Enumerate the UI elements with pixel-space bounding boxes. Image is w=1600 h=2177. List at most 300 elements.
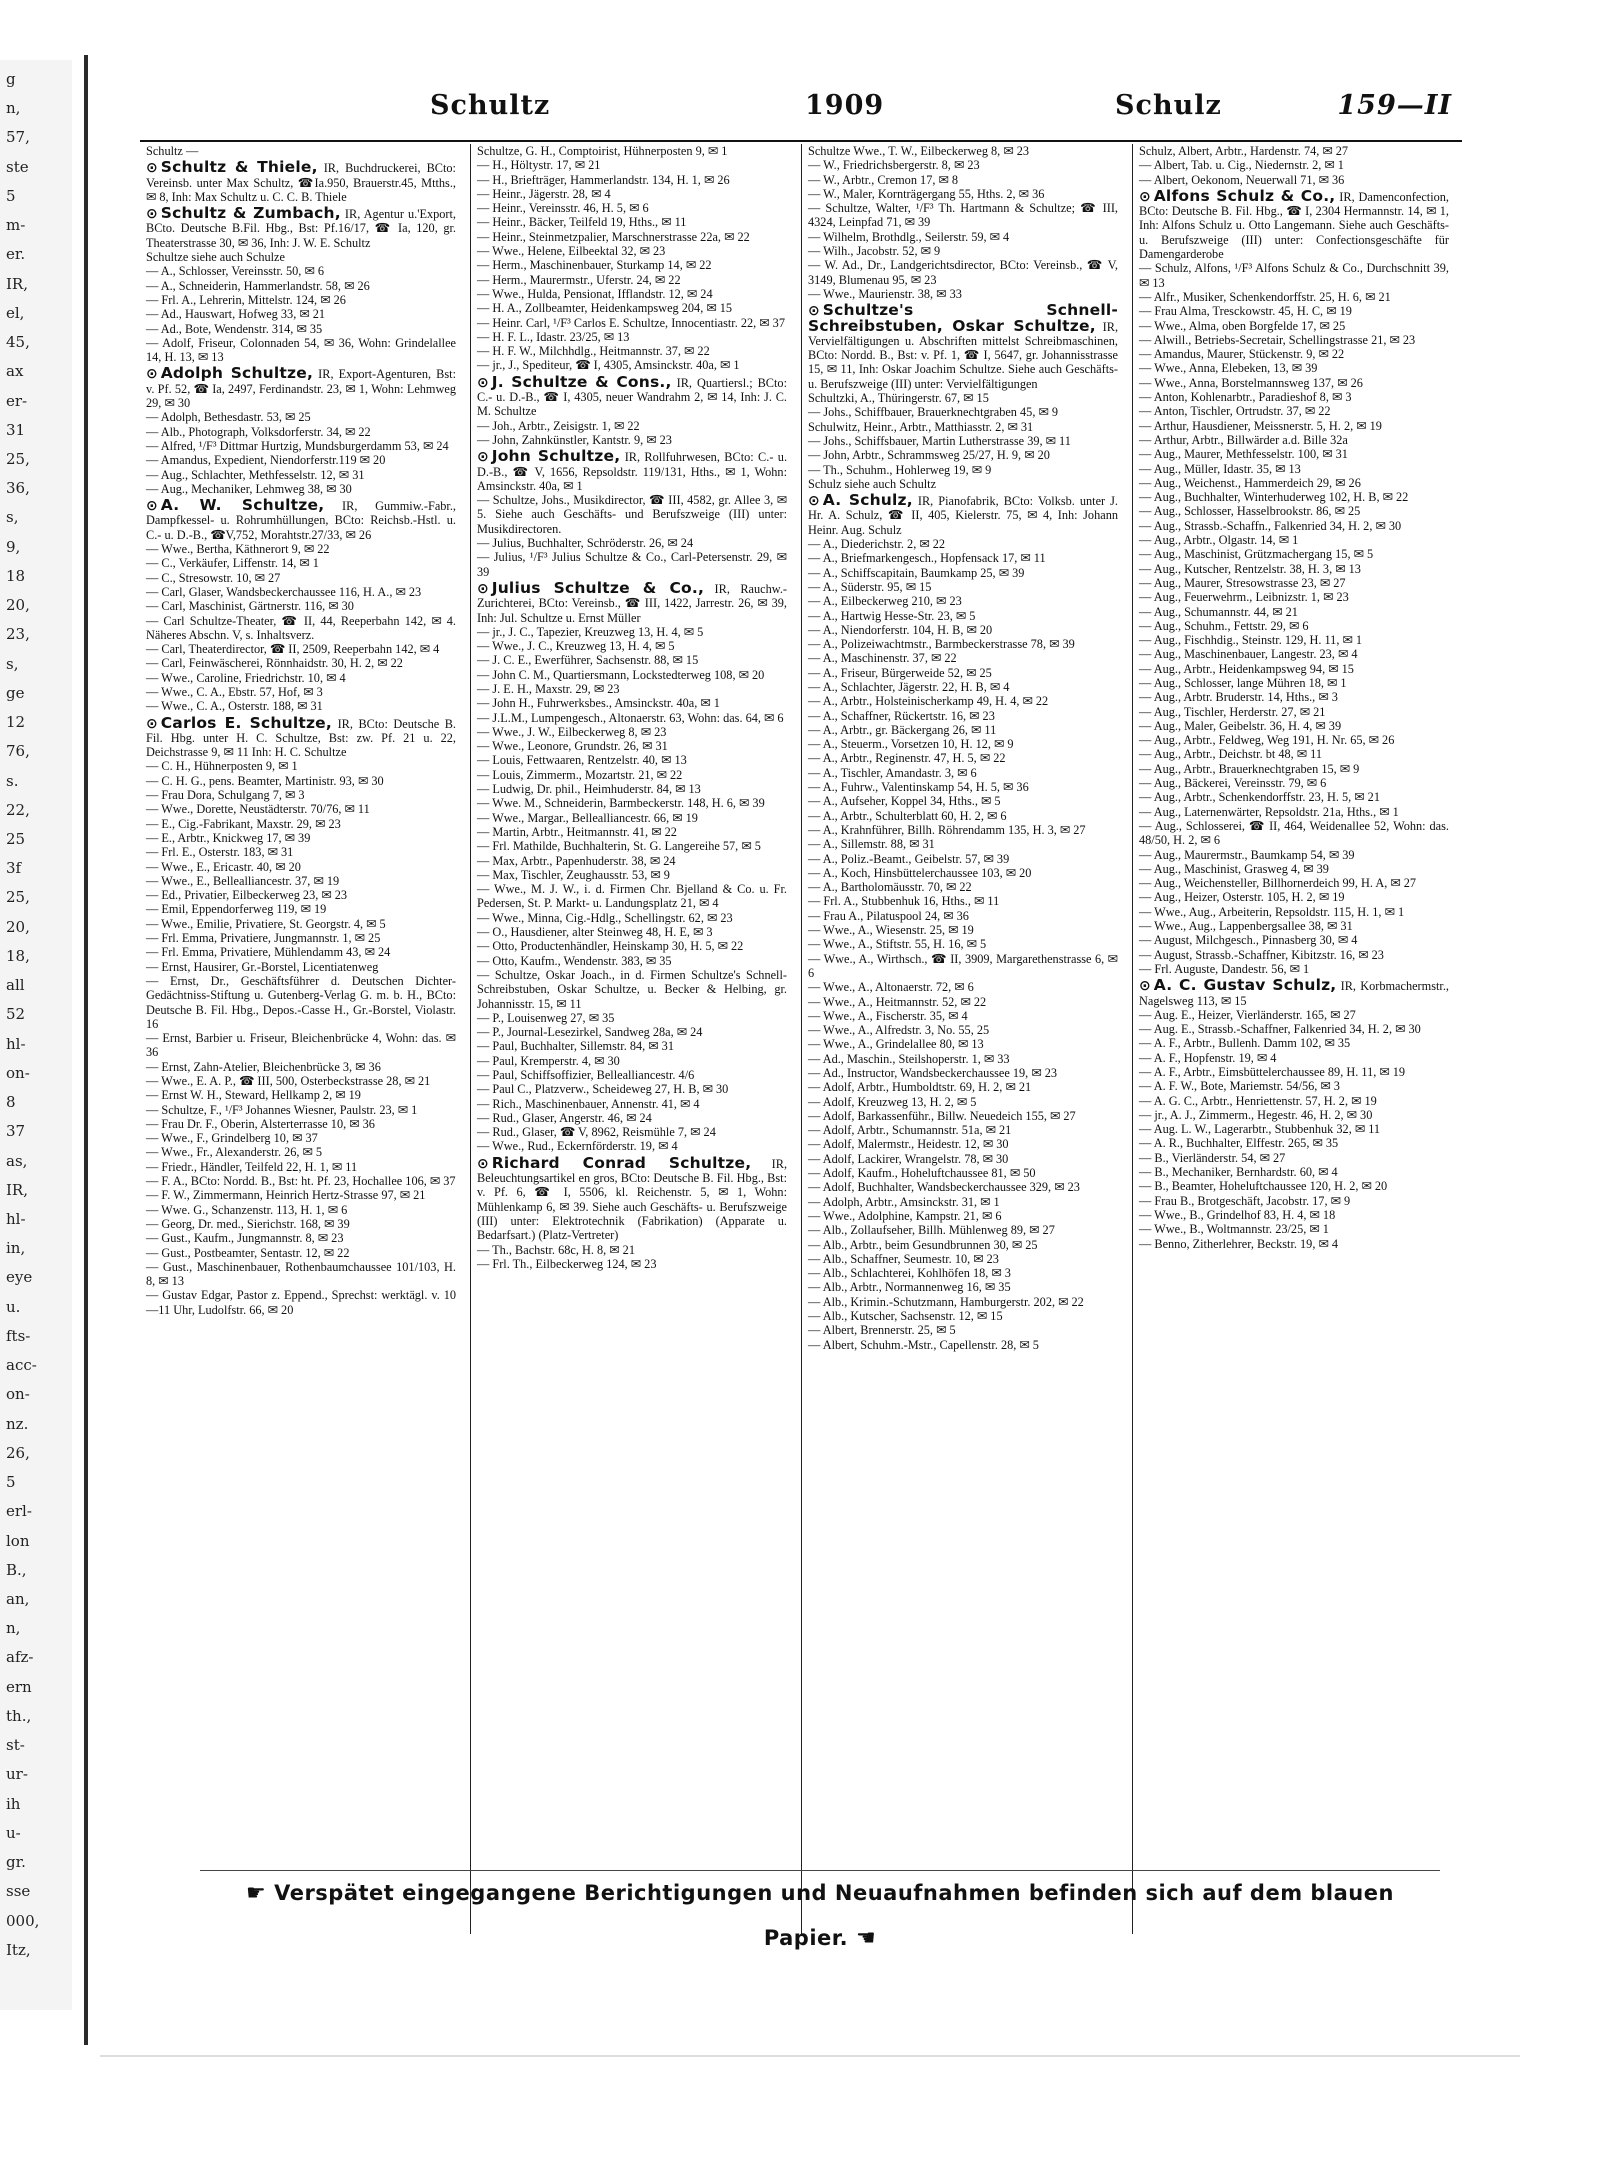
directory-entry — [808, 1195, 1118, 1209]
column-1 — [140, 144, 460, 1934]
directory-columns — [140, 144, 1462, 1944]
entry-text: — F. W., Zimmermann, Heinrich Hertz-Strasse 97, ✉ 21 — [146, 1188, 426, 1203]
directory-entry — [1139, 590, 1449, 604]
directory-entry — [808, 1095, 1118, 1109]
directory-entry — [146, 802, 456, 816]
entry-text: — Aug., Weichenst., Hammerdeich 29, ✉ 26 — [1139, 475, 1361, 490]
entry-text: Schulwitz, Heinr., Arbtr., Matthiasstr. 2, ✉ 31 — [808, 419, 1034, 434]
directory-entry — [808, 709, 1118, 723]
directory-entry — [808, 1252, 1118, 1266]
entry-text: IR, Buchdruckerei, BCto: Vereinsb. unter Max Schultz, ☎Ia.950, Brauerstr.45, Mtths., ✉ 8, Inh: Max Schultz u. C. C. B. Thiele — [146, 161, 456, 204]
entry-text: — H. A., Zollbeamter, Heidenkampsweg 204, ✉ 15 — [477, 301, 733, 316]
entry-text: — A., Schneiderin, Hammerlandstr. 58, ✉ 26 — [146, 278, 370, 293]
entry-text: — Wwe., A., Wirthsch., ☎ II, 3909, Margarethenstrasse 6, ✉ 6 — [808, 951, 1118, 980]
entry-text: — P., Louisenweg 27, ✉ 35 — [477, 1010, 615, 1025]
directory-entry — [1139, 376, 1449, 390]
page-header — [140, 80, 1462, 142]
entry-text: — H., Höltystr. 17, ✉ 21 — [477, 158, 601, 173]
registered-firm-icon: ⊙ — [477, 374, 489, 391]
entry-text: — Gust., Postbeamter, Sentastr. 12, ✉ 22 — [146, 1245, 350, 1260]
directory-entry — [1139, 290, 1449, 304]
directory-entry — [1139, 319, 1449, 333]
entry-text: — C., Stresowstr. 10, ✉ 27 — [146, 570, 281, 585]
directory-entry — [146, 468, 456, 482]
entry-text: — Aug., Schlosser, Hasselbrookstr. 86, ✉ 25 — [1139, 504, 1361, 519]
entry-text: IR, Agentur u.'Export, BCto. Deutsche B.Fil. Hbg., Bst: Pf.16/17, ☎ Ia, 120, gr. Theaterstrasse 30, ✉ 36, Inh: J. W. E. Schultz — [146, 207, 456, 250]
entry-text: — Aug., Arbtr. Bruderstr. 14, Hths., ✉ 3 — [1139, 690, 1338, 705]
directory-entry — [808, 594, 1118, 608]
entry-text: — Wilhelm, Brothdlg., Seilerstr. 59, ✉ 4 — [808, 229, 1010, 244]
directory-entry — [1139, 333, 1449, 347]
directory-entry — [808, 894, 1118, 908]
fragment-word: Itz, — [6, 1940, 31, 1959]
directory-entry — [808, 144, 1118, 158]
directory-entry — [808, 680, 1118, 694]
entry-text: — A. F., Hopfenstr. 19, ✉ 4 — [1139, 1050, 1277, 1065]
directory-entry — [477, 1068, 787, 1082]
directory-entry — [477, 854, 787, 868]
directory-entry — [808, 566, 1118, 580]
directory-entry — [808, 230, 1118, 244]
entry-text: — Carl, Glaser, Wandsbeckerchaussee 116, H. A., ✉ 23 — [146, 584, 422, 599]
directory-entry — [808, 391, 1118, 405]
directory-entry — [808, 980, 1118, 994]
entry-text: Schultz — — [146, 144, 199, 158]
directory-entry — [477, 330, 787, 344]
fragment-word: 23, — [6, 625, 30, 644]
firm-entry — [477, 1153, 788, 1243]
entry-text: — Aug., Strassb.-Schaffn., Falkenried 34, H. 2, ✉ 30 — [1139, 518, 1402, 533]
fragment-word: 26, — [6, 1443, 30, 1462]
entry-text: — A., Eilbeckerweg 210, ✉ 23 — [808, 594, 962, 609]
entry-text: — Albert, Brennerstr. 25, ✉ 5 — [808, 1323, 956, 1338]
directory-entry — [1139, 1222, 1449, 1236]
entry-text: — Wwe., E., Ericastr. 40, ✉ 20 — [146, 859, 301, 874]
entry-text: — A., Poliz.-Beamt., Geibelstr. 57, ✉ 39 — [808, 851, 1010, 866]
entry-text: — A., Süderstr. 95, ✉ 15 — [808, 579, 932, 594]
registered-firm-icon: ⊙ — [1139, 978, 1151, 995]
entry-text: — Wwe., E. A. P., ☎ III, 500, Osterbeckstrasse 28, ✉ 21 — [146, 1074, 431, 1088]
directory-entry — [146, 425, 456, 439]
directory-entry — [146, 1260, 456, 1289]
directory-entry — [808, 244, 1118, 258]
entry-text: IR, Korbmachermstr., Nagelsweg 113, ✉ 15 — [1139, 979, 1449, 1008]
entry-text: — Adolf, Buchhalter, Wandsbeckerchaussee 329, ✉ 23 — [808, 1180, 1080, 1195]
entry-text: — Emil, Eppendorferweg 119, ✉ 19 — [146, 902, 327, 917]
entry-text: — Wwe., A., Altonaerstr. 72, ✉ 6 — [808, 980, 974, 995]
header-right-keyword: Schulz — [1115, 90, 1222, 121]
directory-entry — [146, 1217, 456, 1231]
entry-text: IR, Beleuchtungsartikel en gros, BCto: Deutsche B. Fil. Hbg., Bst: v. Pf. 6, ☎ I, 5506, kl. Reichenstr. 5, ✉ 1, Wohn: Mühlenkamp 6, ✉ 39. Siehe auch Geschäfts- u. Berufszweige (III) unter: Elektrotechnik (Fabrikation) (Apparate u. Bedarfsart.) (Platz-Vertreter) — [477, 1156, 788, 1243]
entry-text: — A., Schlosser, Vereinsstr. 50, ✉ 6 — [146, 264, 324, 279]
directory-entry — [146, 874, 456, 888]
fragment-word: on- — [6, 1063, 30, 1082]
directory-entry — [146, 931, 456, 945]
entry-text: — Aug., Maurer, Methfesselstr. 100, ✉ 31 — [1139, 447, 1348, 462]
fragment-word: hl- — [6, 1034, 26, 1053]
entry-text: — Wwe., Rud., Eckernförderstr. 19, ✉ 4 — [477, 1139, 678, 1154]
directory-entry — [1139, 1136, 1449, 1150]
firm-name: A. C. Gustav Schulz, — [1153, 976, 1337, 995]
directory-entry — [808, 737, 1118, 751]
directory-entry — [1139, 848, 1449, 862]
header-year: 1909 — [805, 90, 885, 121]
directory-entry — [146, 759, 456, 773]
fragment-word: ste — [6, 157, 29, 176]
fragment-word: 12 — [6, 713, 26, 732]
directory-entry — [1139, 1208, 1449, 1222]
entry-text: — Schultze, F., ¹/F³ Johannes Wiesner, Paulstr. 23, ✉ 1 — [146, 1102, 418, 1117]
entry-text: — Aug., Maschinenbauer, Langestr. 23, ✉ 4 — [1139, 647, 1358, 662]
directory-entry — [1139, 347, 1449, 361]
entry-text: — Wwe., A., Wiesenstr. 25, ✉ 19 — [808, 923, 974, 938]
entry-text: — Aug., Weichensteller, Billhornerdeich 99, H. A, ✉ 27 — [1139, 876, 1417, 891]
directory-entry — [808, 1123, 1118, 1137]
registered-firm-icon: ⊙ — [146, 160, 158, 177]
fragment-word: 57, — [6, 128, 30, 147]
directory-entry — [808, 1280, 1118, 1294]
directory-entry — [1139, 805, 1449, 819]
entry-text: — Georg, Dr. med., Sierichstr. 168, ✉ 39 — [146, 1216, 350, 1231]
entry-text: — Wwe., Minna, Cig.-Hdlg., Schellingstr. 62, ✉ 23 — [477, 910, 733, 925]
directory-entry — [477, 1139, 787, 1153]
directory-entry — [146, 585, 456, 599]
entry-text: — Carl Schultze-Theater, ☎ II, 44, Reeperbahn 142, ✉ 4. Näheres Abschn. V, s. Inhaltsverz. — [146, 613, 456, 642]
fragment-word: nz. — [6, 1414, 29, 1433]
directory-entry — [146, 307, 456, 321]
entry-text: — J.L.M., Lumpengesch., Altonaerstr. 63, Wohn: das. 64, ✉ 6 — [477, 710, 784, 725]
directory-entry — [477, 639, 787, 653]
directory-entry — [1139, 1008, 1449, 1022]
directory-entry — [1139, 662, 1449, 676]
entry-text: — Aug., Arbtr., Deichstr. bt 48, ✉ 11 — [1139, 747, 1323, 762]
entry-text: — Wwe., Hulda, Pensionat, Ifflandstr. 12, ✉ 24 — [477, 286, 713, 301]
fragment-word: 3f — [6, 859, 22, 878]
fragment-word: sse — [6, 1882, 31, 1901]
fragment-word: th., — [6, 1706, 32, 1725]
entry-text: — Aug., Schlosser, lange Mühren 18, ✉ 1 — [1139, 675, 1347, 690]
fragment-word: 5 — [6, 186, 16, 205]
directory-entry — [808, 1180, 1118, 1194]
entry-text: — A., Arbtr., Schulterblatt 60, H. 2, ✉ 6 — [808, 808, 1007, 823]
firm-entry — [146, 206, 456, 250]
directory-entry — [1139, 390, 1449, 404]
fragment-word: 36, — [6, 479, 30, 498]
directory-entry — [477, 825, 787, 839]
entry-text: — Aug., Bäckerei, Vereinsstr. 79, ✉ 6 — [1139, 776, 1327, 791]
entry-text: — Ed., Privatier, Eilbeckerweg 23, ✉ 23 — [146, 888, 348, 903]
entry-text: — Wwe., Alma, oben Borgfelde 17, ✉ 25 — [1139, 318, 1346, 333]
entry-text: — A., Hartwig Hesse-Str. 23, ✉ 5 — [808, 608, 976, 623]
directory-entry — [808, 405, 1118, 419]
directory-entry — [477, 258, 787, 272]
firm-name: A. Schulz, — [822, 491, 913, 510]
directory-entry — [808, 823, 1118, 837]
entry-text: — Louis, Fettwaaren, Rentzelstr. 40, ✉ 13 — [477, 753, 687, 768]
directory-entry — [146, 699, 456, 713]
directory-entry — [477, 493, 787, 536]
directory-entry — [146, 1203, 456, 1217]
directory-entry — [808, 1323, 1118, 1337]
directory-entry — [1139, 173, 1449, 187]
directory-entry — [477, 954, 787, 968]
entry-text: Schulz, Albert, Arbtr., Hardenstr. 74, ✉ 27 — [1139, 144, 1349, 158]
entry-text: — J. E. H., Maxstr. 29, ✉ 23 — [477, 681, 620, 696]
entry-text: — Aug., Fischhdig., Steinstr. 129, H. 11, ✉ 1 — [1139, 633, 1363, 648]
entry-text: — Wwe., A., Fischerstr. 35, ✉ 4 — [808, 1008, 968, 1023]
fragment-word: IR, — [6, 274, 28, 293]
entry-text: IR, Damenconfection, BCto: Deutsche B. Fil. Hbg., ☎ I, 2304 Hermannstr. 14, ✉ 1, Inh: Alfons Schulz u. Otto Langemann. Siehe auch Geschäfts- u. Berufszweige (III) unter: Confectionsgeschäfte für Damengarderobe — [1139, 189, 1449, 262]
entry-text: — Frau Dr. F., Oberin, Alsterterrasse 10, ✉ 36 — [146, 1116, 375, 1131]
directory-entry — [477, 682, 787, 696]
entry-text: — Ernst, Hausirer, Gr.-Borstel, Licentiatenweg — [146, 959, 379, 974]
directory-entry — [808, 1266, 1118, 1280]
directory-entry — [146, 788, 456, 802]
directory-entry — [146, 1145, 456, 1159]
directory-entry — [146, 599, 456, 613]
directory-entry — [477, 796, 787, 810]
directory-entry — [146, 293, 456, 307]
directory-entry — [808, 1109, 1118, 1123]
directory-entry — [1139, 1051, 1449, 1065]
directory-entry — [146, 774, 456, 788]
entry-text: — Adolf, Kreuzweg 13, H. 2, ✉ 5 — [808, 1094, 977, 1109]
firm-entry — [146, 498, 456, 542]
entry-text: IR, Export-Agenturen, Bst: v. Pf. 52, ☎ Ia, 2497, Ferdinandstr. 23, ✉ 1, Wohn: Lehmweg 29, ✉ 30 — [146, 367, 456, 411]
directory-entry — [146, 917, 456, 931]
entry-text: — Frau Dora, Schulgang 7, ✉ 3 — [146, 788, 305, 803]
directory-entry — [477, 1111, 787, 1125]
directory-entry — [477, 1257, 787, 1271]
directory-entry — [808, 1137, 1118, 1151]
directory-entry — [808, 1238, 1118, 1252]
directory-entry — [808, 952, 1118, 981]
fragment-word: as, — [6, 1151, 28, 1170]
directory-entry — [1139, 605, 1449, 619]
directory-entry — [808, 420, 1118, 434]
fragment-word: an, — [6, 1590, 30, 1608]
entry-text: — Alb., Photograph, Volksdorferstr. 34, ✉ 22 — [146, 424, 371, 439]
entry-text: — Martin, Arbtr., Heitmannstr. 41, ✉ 22 — [477, 824, 677, 839]
entry-text: — Aug., Schlosserei, ☎ II, 464, Weidenallee 52, Wohn: das. 48/50, H. 2, ✉ 6 — [1139, 818, 1449, 848]
directory-entry — [146, 410, 456, 424]
entry-text: — Wwe., Bertha, Käthnerort 9, ✉ 22 — [146, 542, 330, 557]
directory-entry — [1139, 690, 1449, 704]
entry-text: — A., Fuhrw., Valentinskamp 54, H. 5, ✉ 36 — [808, 780, 1029, 795]
entry-text: — Alb., Arbtr., beim Gesundbrunnen 30, ✉ 25 — [808, 1237, 1038, 1252]
fragment-word: st- — [6, 1736, 25, 1755]
entry-text: — Alb., Kutscher, Sachsenstr. 12, ✉ 15 — [808, 1309, 1003, 1324]
fragment-word: m- — [6, 216, 26, 235]
registered-firm-icon: ⊙ — [146, 715, 158, 732]
registered-firm-icon: ⊙ — [146, 366, 158, 383]
fragment-word: lon — [6, 1531, 30, 1550]
directory-entry — [477, 625, 787, 639]
entry-text: — A., Tischler, Amandastr. 3, ✉ 6 — [808, 765, 977, 780]
directory-entry — [477, 158, 787, 172]
header-left-keyword: Schultz — [430, 90, 551, 121]
entry-text: — Otto, Kaufm., Wendenstr. 383, ✉ 35 — [477, 953, 672, 968]
entry-text: — Aug., Maler, Geibelstr. 36, H. 4, ✉ 39 — [1139, 718, 1342, 733]
entry-text: — Wwe., J. W., Eilbeckerweg 8, ✉ 23 — [477, 724, 667, 739]
entry-text: — Wwe., B., Woltmannstr. 23/25, ✉ 1 — [1139, 1222, 1329, 1237]
directory-entry — [1139, 504, 1449, 518]
directory-entry — [1139, 1079, 1449, 1093]
directory-entry — [1139, 1237, 1449, 1251]
entry-text: — Wwe., M. J. W., i. d. Firmen Chr. Bjelland & Co. u. Fr. Pedersen, St. P. Markt- u. Landungsplatz 21, ✉ 4 — [477, 882, 787, 911]
directory-entry — [1139, 1165, 1449, 1179]
entry-text: — Alfred, ¹/F³ Dittmar Hurtzig, Mundsburgerdamm 53, ✉ 24 — [146, 438, 449, 453]
entry-text: — O., Hausdiener, alter Steinweg 48, H. E, ✉ 3 — [477, 925, 713, 940]
entry-text: — August, Milchgesch., Pinnasberg 30, ✉ 4 — [1139, 933, 1358, 948]
entry-text: IR, Vervielfältigungen u. Abschriften mittelst Schreibmaschinen, BCto: Nordd. B., Bst: v. Pf. 1, ☎ I, 5647, gr. Johannisstrasse 15, ✉ 11, Inh: Oskar Joachim Schultze. Siehe auch Geschäfts- u. Berufszweige (III) unter: Vervielfältigungen — [808, 319, 1119, 391]
fragment-word: 37 — [6, 1122, 26, 1141]
directory-entry — [808, 1009, 1118, 1023]
entry-text: — Otto, Productenhändler, Heinskamp 30, H. 5, ✉ 22 — [477, 939, 744, 954]
entry-text: — H. F. L., Idastr. 23/25, ✉ 13 — [477, 329, 630, 344]
directory-entry — [1139, 404, 1449, 418]
directory-entry — [477, 273, 787, 287]
directory-entry — [808, 1166, 1118, 1180]
directory-entry — [146, 482, 456, 496]
entry-text: — Heinr., Steinmetzpalier, Marschnerstrasse 22a, ✉ 22 — [477, 229, 750, 244]
directory-entry — [477, 711, 787, 725]
entry-text: — Ernst, Zahn-Atelier, Bleichenbrücke 3, ✉ 36 — [146, 1059, 381, 1074]
directory-entry — [146, 439, 456, 453]
directory-entry — [1139, 776, 1449, 790]
directory-entry — [146, 1231, 456, 1245]
directory-entry — [808, 1052, 1118, 1066]
directory-entry — [1139, 547, 1449, 561]
entry-text: — Alfr., Musiker, Schenkendorffstr. 25, H. 6, ✉ 21 — [1139, 289, 1391, 304]
directory-entry — [477, 144, 787, 158]
directory-entry — [477, 939, 787, 953]
directory-entry — [808, 1209, 1118, 1223]
directory-entry — [146, 831, 456, 845]
entry-text: — Gust., Maschinenbauer, Rothenbaumchaussee 101/103, H. 8, ✉ 13 — [146, 1259, 456, 1289]
registered-firm-icon: ⊙ — [808, 303, 820, 320]
registered-firm-icon: ⊙ — [146, 498, 158, 515]
directory-entry — [1139, 1094, 1449, 1108]
entry-text: — A., Koch, Hinsbüttelerchaussee 103, ✉ 20 — [808, 865, 1032, 880]
firm-entry — [146, 713, 457, 760]
entry-text: — F. A., BCto: Nordd. B., Bst: ht. Pf. 23, Hochallee 106, ✉ 37 — [146, 1174, 456, 1189]
entry-text: — W., Friedrichsbergerstr. 8, ✉ 23 — [808, 158, 980, 173]
entry-text: — Aug. L. W., Lagerarbtr., Stubbenhuk 32, ✉ 11 — [1139, 1122, 1381, 1137]
directory-entry — [1139, 747, 1449, 761]
firm-name: Julius Schultze & Co., — [491, 578, 705, 597]
entry-text: — W., Arbtr., Cremon 17, ✉ 8 — [808, 172, 959, 187]
directory-entry — [146, 542, 456, 556]
entry-text: — Ad., Instructor, Wandsbeckerchaussee 19, ✉ 23 — [808, 1066, 1058, 1080]
directory-entry — [1139, 1036, 1449, 1050]
entry-text: — Wwe., Leonore, Grundstr. 26, ✉ 31 — [477, 739, 668, 754]
fragment-word: 9, — [6, 537, 21, 556]
entry-text: — W. Ad., Dr., Landgerichtsdirector, BCto: Vereinsb., ☎ V, 3149, Blumenau 95, ✉ 23 — [808, 258, 1118, 287]
directory-entry — [477, 433, 787, 447]
entry-text: — A., Bartholomäusstr. 70, ✉ 22 — [808, 880, 972, 895]
directory-entry — [477, 1125, 787, 1139]
directory-entry — [1139, 890, 1449, 904]
directory-entry — [1139, 361, 1449, 375]
directory-entry — [808, 158, 1118, 172]
directory-entry — [146, 656, 456, 670]
directory-entry — [477, 911, 787, 925]
entry-text: — A., Arbtr., gr. Bäckergang 26, ✉ 11 — [808, 722, 997, 737]
entry-text: — Alb., Zollaufseher, Billh. Mühlenweg 89, ✉ 27 — [808, 1223, 1055, 1238]
firm-name: Alfons Schulz & Co., — [1153, 186, 1336, 205]
directory-entry — [477, 925, 787, 939]
entry-text: — E., Arbtr., Knickweg 17, ✉ 39 — [146, 830, 311, 845]
entry-text: — P., Journal-Lesezirkel, Sandweg 28a, ✉ 24 — [477, 1025, 703, 1040]
entry-text: — Albert, Oekonom, Neuerwall 71, ✉ 36 — [1139, 172, 1345, 187]
entry-text: — A., Polizeiwachtmstr., Barmbeckerstrasse 78, ✉ 39 — [808, 637, 1075, 652]
entry-text: — Wwe. G., Schanzenstr. 113, H. 1, ✉ 6 — [146, 1202, 348, 1217]
fragment-word: 000, — [6, 1911, 40, 1930]
entry-text: — John, Arbtr., Schrammsweg 25/27, H. 9, ✉ 20 — [808, 448, 1050, 463]
entry-text: — Aug. E., Strassb.-Schaffner, Falkenried 34, H. 2, ✉ 30 — [1139, 1022, 1421, 1037]
directory-entry — [1139, 633, 1449, 647]
entry-text: — Adolf, Arbtr., Humboldtstr. 69, H. 2, ✉ 21 — [808, 1080, 1032, 1095]
directory-entry — [146, 453, 456, 467]
entry-text: — Wwe., Margar., Bellealliancestr. 66, ✉ 19 — [477, 810, 698, 825]
firm-entry — [146, 160, 456, 204]
entry-text: — Paul, Schiffsoffizier, Bellealliancestr. 4/6 — [477, 1068, 695, 1082]
entry-text: — C. H. G., pens. Beamter, Martinistr. 93, ✉ 30 — [146, 773, 384, 788]
entry-text: — Aug., Maurer, Stresowstrasse 23, ✉ 27 — [1139, 575, 1346, 590]
fragment-word: IR, — [6, 1180, 28, 1199]
directory-entry — [1139, 576, 1449, 590]
entry-text: — Wwe., Emilie, Privatiere, St. Georgstr. 4, ✉ 5 — [146, 916, 386, 931]
previous-page-fragment — [0, 60, 72, 2010]
entry-text: — Schulz, Alfons, ¹/F³ Alfons Schulz & Co., Durchschnitt 39, ✉ 13 — [1139, 261, 1449, 290]
directory-entry — [808, 837, 1118, 851]
firm-entry — [1139, 186, 1449, 262]
firm-name: John Schultze, — [491, 447, 621, 466]
entry-text: — A., Friseur, Bürgerweide 52, ✉ 25 — [808, 665, 992, 680]
directory-entry — [477, 230, 787, 244]
directory-entry — [1139, 1065, 1449, 1079]
entry-text: — Wwe., Aug., Arbeiterin, Repsoldstr. 115, H. 1, ✉ 1 — [1139, 904, 1405, 919]
directory-entry — [1139, 905, 1449, 919]
directory-entry — [808, 780, 1118, 794]
entry-text: — A. F., Arbtr., Eimsbüttelerchaussee 89, H. 11, ✉ 19 — [1139, 1065, 1406, 1079]
entry-text: — Rud., Glaser, ☎ V, 8962, Reismühle 7, ✉ 24 — [477, 1125, 716, 1140]
directory-entry — [1139, 919, 1449, 933]
directory-entry — [808, 537, 1118, 551]
entry-text: — Frl. A., Stubbenhuk 16, Hths., ✉ 11 — [808, 894, 1000, 909]
directory-entry — [146, 685, 456, 699]
entry-text: — J. C. E., Ewerführer, Sachsenstr. 88, ✉ 15 — [477, 653, 699, 668]
directory-entry — [146, 845, 456, 859]
entry-text: — Wilh., Jacobstr. 52, ✉ 9 — [808, 244, 941, 259]
directory-entry — [1139, 962, 1449, 976]
entry-text: — John C. M., Quartiersmann, Lockstedterweg 108, ✉ 20 — [477, 667, 765, 682]
directory-entry — [1139, 144, 1449, 158]
entry-text: — C. H., Hühnerposten 9, ✉ 1 — [146, 759, 298, 774]
directory-entry — [1139, 933, 1449, 947]
fragment-word: er. — [6, 245, 26, 264]
entry-text: — A., Niendorferstr. 104, H. B, ✉ 20 — [808, 622, 993, 637]
directory-entry — [146, 671, 456, 685]
entry-text: — Adolf, Kaufm., Hoheluftchaussee 81, ✉ 50 — [808, 1166, 1036, 1181]
entry-text: — B., Beamter, Hoheluftchaussee 120, H. 2, ✉ 20 — [1139, 1179, 1388, 1194]
fragment-word: ur- — [6, 1765, 28, 1784]
directory-entry — [146, 264, 456, 278]
firm-name: Richard Conrad Schultze, — [491, 1153, 752, 1172]
directory-entry — [146, 974, 456, 1031]
registered-firm-icon: ⊙ — [477, 1155, 489, 1172]
